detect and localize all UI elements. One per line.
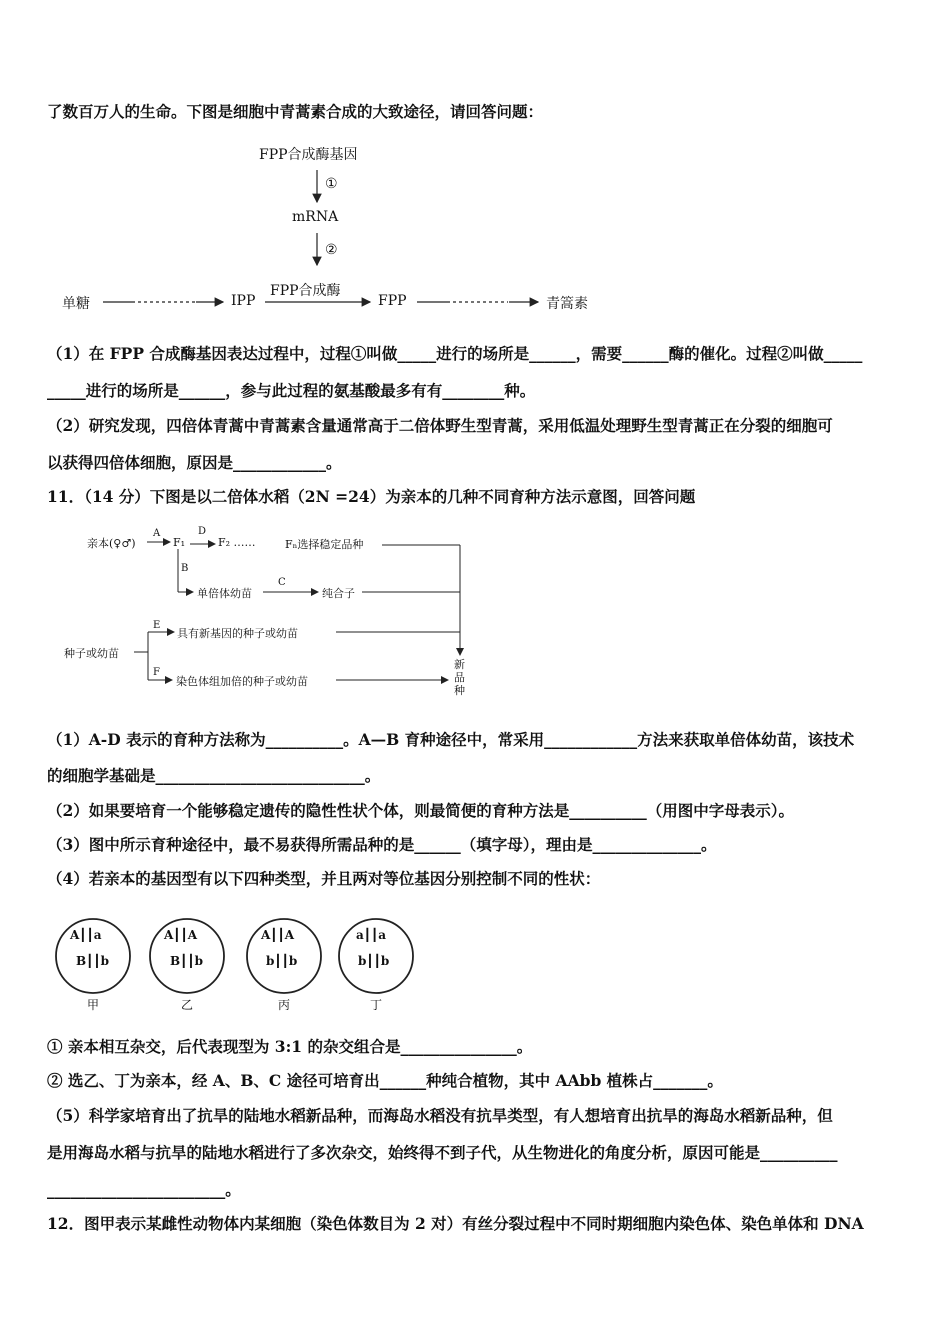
flow2-f2: F₂ …… xyxy=(218,536,256,549)
flow2-fn: Fₙ选择稳定品种 xyxy=(285,538,364,551)
q10-2-line2: 以获得四倍体细胞，原因是____________。 xyxy=(47,453,342,472)
cell-bing-label: 丙 xyxy=(278,998,291,1012)
q11-4-b: ② 选乙、丁为亲本，经 A、B、C 途径可培育出______种纯合植物，其中 AAbb 植株占_______。 xyxy=(47,1071,723,1090)
flow1-mrna: mRNA xyxy=(292,209,339,225)
q11-5-line2: 是用海岛水稻与抗旱的陆地水稻进行了多次杂交，始终得不到子代，从生物进化的角度分析，原因可能是__________ xyxy=(47,1143,838,1162)
q10-2-line1: （2）研究发现，四倍体青蒿中青蒿素含量通常高于二倍体野生型青蒿，采用低温处理野生型青蒿正在分裂的细胞可 xyxy=(47,416,833,435)
q11-3: （3）图中所示育种途径中，最不易获得所需品种的是______（填字母），理由是______________。 xyxy=(47,835,717,854)
flow1-enzyme: FPP合成酶 xyxy=(270,283,341,299)
q10-1-line2: _____进行的场所是______，参与此过程的氨基酸最多有有________种。 xyxy=(47,381,536,400)
flow2-label-e: E xyxy=(153,620,161,631)
flow2-label-c: C xyxy=(278,577,286,588)
q11-1-line2: 的细胞学基础是___________________________。 xyxy=(47,766,381,785)
flow1-step2: ② xyxy=(325,242,338,258)
cell-yi-label: 乙 xyxy=(181,998,194,1012)
q11-4: （4）若亲本的基因型有以下四种类型，并且两对等位基因分别控制不同的性状： xyxy=(47,869,601,888)
flow2-homozygote: 纯合子 xyxy=(322,587,355,600)
cell-jia-top: A┃┃a xyxy=(70,928,102,942)
q11-4-a: ① 亲本相互杂交，后代表现型为 3:1 的杂交组合是_______________。 xyxy=(47,1037,533,1056)
cell-ding-bottom: b┃┃b xyxy=(358,954,390,968)
q10-intro: 了数百万人的生命。下图是细胞中青蒿素合成的大致途径，请回答问题： xyxy=(47,102,544,121)
cell-yi-bottom: B┃┃b xyxy=(170,954,203,968)
flow1-fpp: FPP xyxy=(378,293,407,309)
q11-2: （2）如果要培育一个能够稳定遗传的隐性性状个体，则最简便的育种方法是__________（用图中字母表示）。 xyxy=(47,801,795,820)
cell-ding-label: 丁 xyxy=(370,998,383,1012)
flow2-haploid: 单倍体幼苗 xyxy=(197,587,252,600)
flow2-newgene: 具有新基因的种子或幼苗 xyxy=(177,627,298,640)
flow1-sugar: 单糖 xyxy=(62,296,90,312)
flow1-step1: ① xyxy=(325,176,338,192)
flow2-label-d: D xyxy=(198,526,207,537)
q11-1-line1: （1）A-D 表示的育种方法称为__________。A—B 育种途径中，常采用____________方法来获取单倍体幼苗，该技术 xyxy=(47,730,855,749)
q12-heading: 12．图甲表示某雌性动物体内某细胞（染色体数目为 2 对）有丝分裂过程中不同时期细胞内染色体、染色单体和 DNA xyxy=(47,1214,864,1233)
q10-1-line1: （1）在 FPP 合成酶基因表达过程中，过程①叫做_____进行的场所是______，需要______酶的催化。过程②叫做_____ xyxy=(47,344,863,363)
flow1-ipp: IPP xyxy=(231,293,256,309)
q11-heading: 11．（14 分）下图是以二倍体水稻（2N =24）为亲本的几种不同育种方法示意图，回答问题 xyxy=(47,487,696,506)
flow2-label-b: B xyxy=(181,563,189,574)
flow2-label-a: A xyxy=(153,528,161,539)
flow2-f1: F₁ xyxy=(173,536,186,549)
cell-bing-bottom: b┃┃b xyxy=(266,954,298,968)
flow2-new-variety: 新 品 种 xyxy=(454,658,465,697)
cell-bing-top: A┃┃A xyxy=(261,928,295,942)
q11-5-line3: _______________________。 xyxy=(47,1180,241,1199)
flow2-doubled: 染色体组加倍的种子或幼苗 xyxy=(176,675,308,688)
cell-ding-top: a┃┃a xyxy=(356,928,386,942)
flow1-artemisinin: 青篙素 xyxy=(546,296,588,312)
cell-jia-label: 甲 xyxy=(87,998,100,1012)
flow1-gene: FPP合成酶基因 xyxy=(259,147,358,163)
cell-jia-bottom: B┃┃b xyxy=(76,954,109,968)
flow2-seed: 种子或幼苗 xyxy=(64,647,119,660)
cell-yi-top: A┃┃A xyxy=(164,928,198,942)
q11-5-line1: （5）科学家培育出了抗旱的陆地水稻新品种，而海岛水稻没有抗旱类型，有人想培育出抗旱的海岛水稻新品种，但 xyxy=(47,1106,833,1125)
flow2-parent: 亲本(♀♂) xyxy=(87,537,136,550)
flow2-label-f: F xyxy=(153,667,160,678)
